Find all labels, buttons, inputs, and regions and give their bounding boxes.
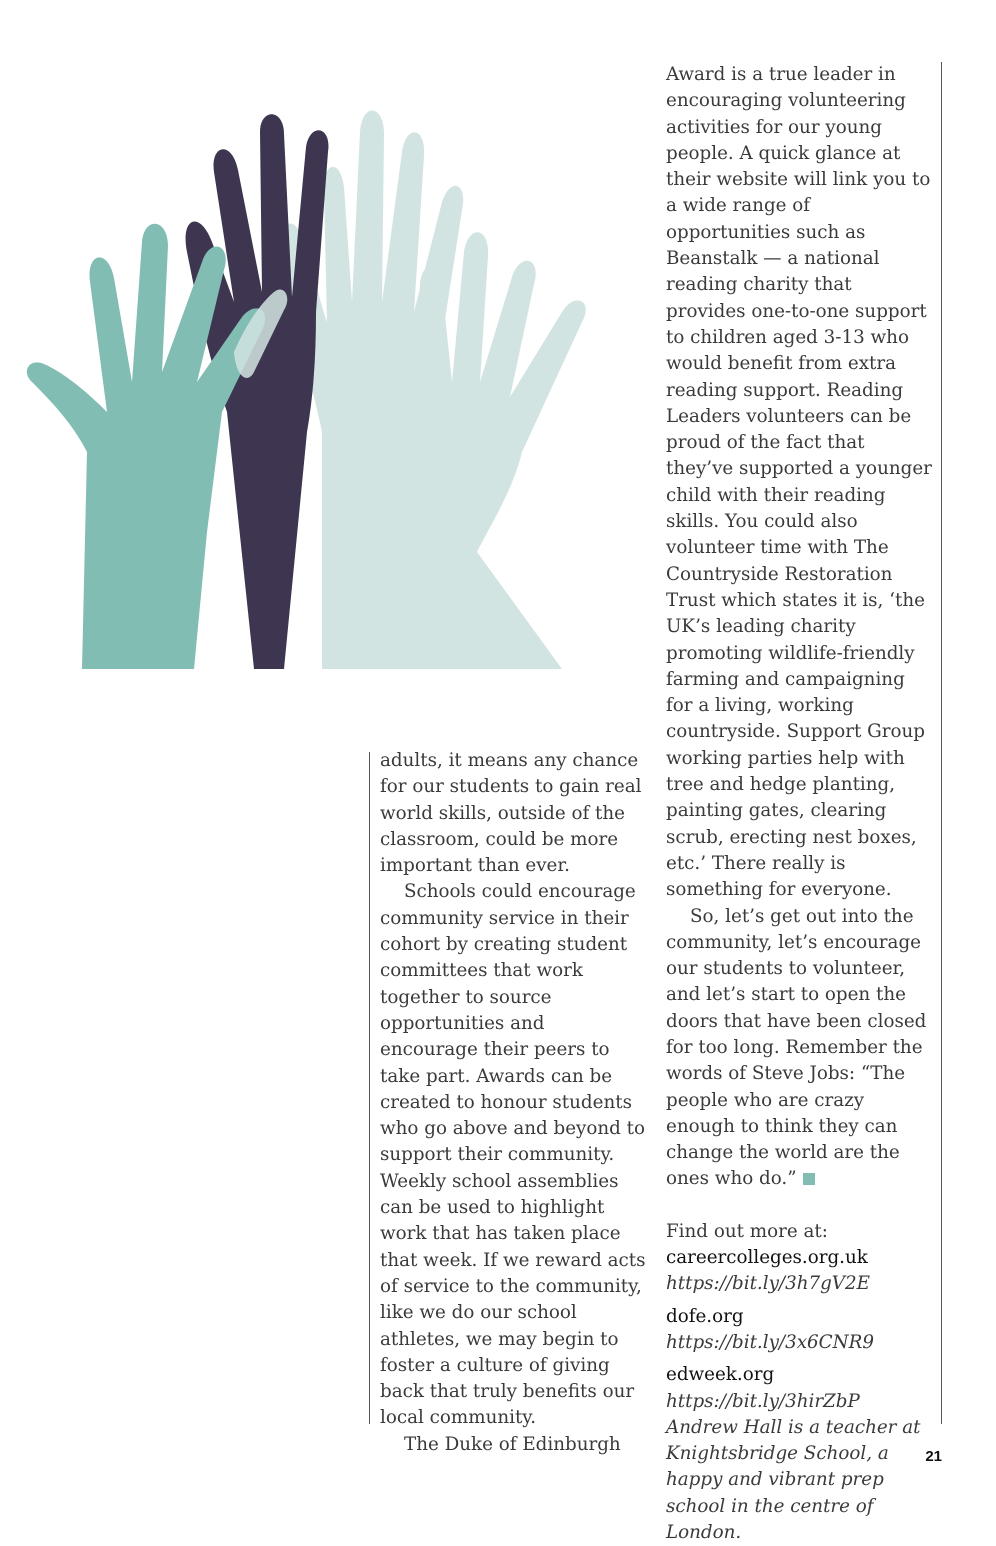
link-url[interactable]: https://bit.ly/3h7gV2E (666, 1273, 870, 1295)
right-column-rule (941, 62, 942, 1424)
paragraph: Award is a true leader in encouraging volunteering activities for our young people. A quick glance at their website will link you to a wide range of opportunities such as Beanstalk — a national reading charity that provides one-to-one support to children aged 3-13 who would benefit from extra reading support. Reading Leaders volunteers can be proud of the fact that they’ve supported a younger child with their reading skills. You could also volunteer time with The Countryside Restoration Trust which states it is, ‘the UK’s leading charity promoting wildlife-friendly farming and campaigning for a living, working countryside. Support Group working parties help with tree and hedge planting, painting gates, clearing scrub, erecting nest boxes, etc.’ There really is something for everyone. (666, 64, 932, 901)
find-out-more-section (666, 1219, 936, 1415)
raised-hands-illustration (22, 52, 642, 672)
paragraph: Schools could encourage community service in their cohort by creating student committees that work together to source opportunities and encourage their peers to take part. Awards can be created to honour students who go above and beyond to support their community. Weekly school assemblies can be used to highlight work that has taken place that week. If we reward acts of service to the community, like we do our school athletes, we may begin to foster a culture of giving back that truly benefits our local community. (380, 881, 646, 1429)
find-out-more-label: Find out more at: (666, 1220, 828, 1242)
link-url[interactable]: https://bit.ly/3x6CNR9 (666, 1331, 875, 1353)
end-square-icon (803, 1173, 815, 1185)
link-site[interactable]: dofe.org (666, 1305, 744, 1327)
author-bio: Andrew Hall is a teacher at Knightsbridge School, a happy and vibrant prep school in the centre of London. (666, 1416, 921, 1544)
left-column-rule (369, 752, 370, 1424)
paragraph: The Duke of Edinburgh (404, 1433, 621, 1455)
link-site[interactable]: careercolleges.org.uk (666, 1247, 868, 1269)
paragraph: adults, it means any chance for our students to gain real world skills, outside of the classroom, could be more important than ever. (380, 750, 642, 877)
link-site[interactable]: edweek.org (666, 1364, 775, 1386)
right-column (666, 62, 936, 1546)
paragraph-text: So, let’s get out into the community, let’s encourage our students to volunteer, and let’s start to open the doors that have been closed for too long. Remember the words of Steve Jobs: “The people who are crazy enough to think they can change the world are the ones who do.” (666, 905, 927, 1190)
link-url[interactable]: https://bit.ly/3hirZbP (666, 1390, 860, 1412)
left-column (380, 748, 648, 1458)
page-number: 21 (925, 1448, 942, 1465)
paragraph (666, 904, 936, 1193)
